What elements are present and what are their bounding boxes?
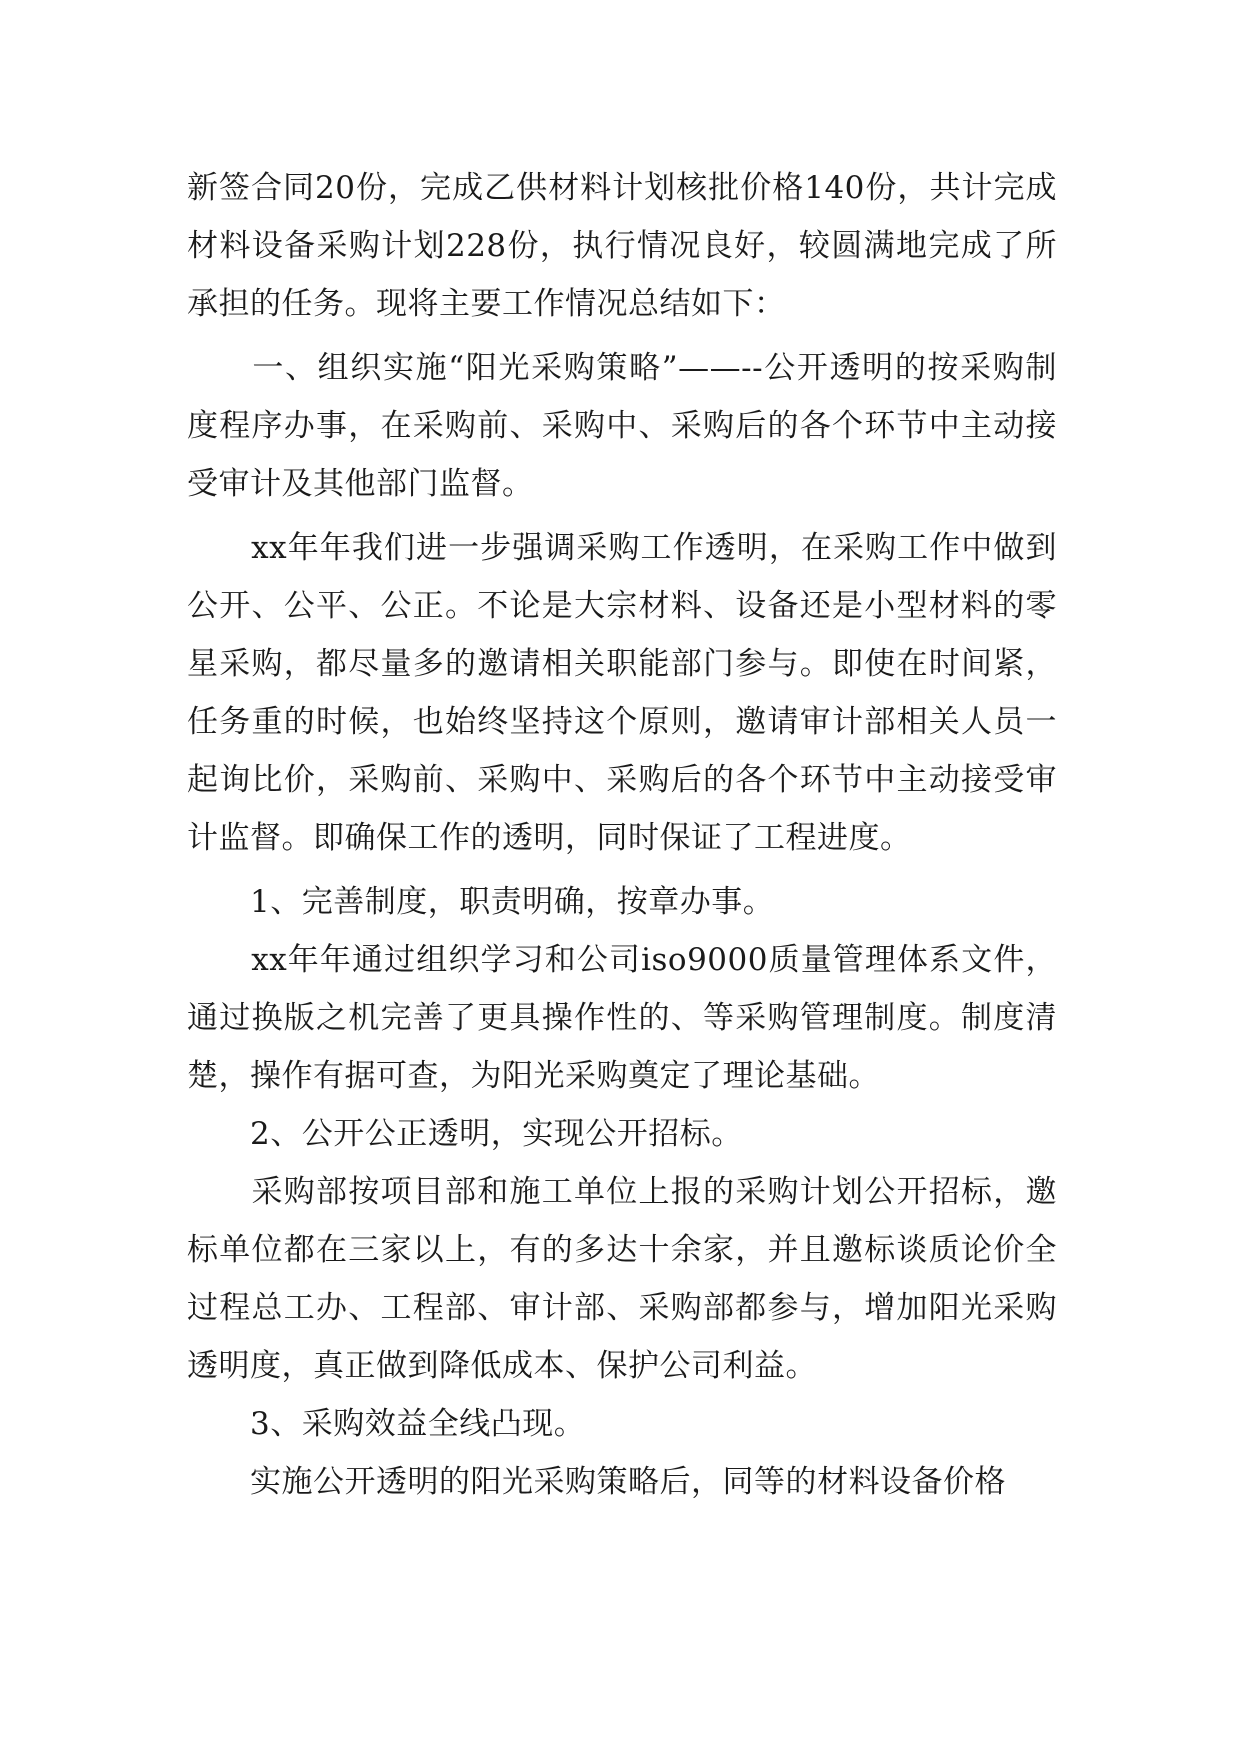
document-body	[187, 159, 1057, 1511]
paragraph-public-tender: 采购部按项目部和施工单位上报的采购计划公开招标，邀标单位都在三家以上，有的多达十余家，并且邀标谈质论价全过程总工办、工程部、审计部、采购部都参与，增加阳光采购透明度，真正做到降低成本、保护公司利益。	[187, 1174, 1057, 1384]
paragraph-transparency: xx年年我们进一步强调采购工作透明，在采购工作中做到公开、公平、公正。不论是大宗材料、设备还是小型材料的零星采购，都尽量多的邀请相关职能部门参与。即使在时间紧，任务重的时候，也始终坚持这个原则，邀请审计部相关人员一起询比价，采购前、采购中、采购后的各个环节中主动接受审计监督。即确保工作的透明，同时保证了工程进度。	[187, 530, 1057, 856]
paragraph-contract-summary: 新签合同20份，完成乙供材料计划核批价格140份，共计完成材料设备采购计划228份，执行情况良好，较圆满地完成了所承担的任务。现将主要工作情况总结如下：	[187, 170, 1057, 322]
paragraph-iso9000: xx年年通过组织学习和公司iso9000质量管理体系文件，通过换版之机完善了更具操作性的、等采购管理制度。制度清楚，操作有据可查，为阳光采购奠定了理论基础。	[187, 942, 1057, 1094]
paragraph-item-2-heading: 2、公开公正透明，实现公开招标。	[187, 1116, 743, 1152]
paragraph-benefit-start: 实施公开透明的阳光采购策略后，同等的材料设备价格	[187, 1464, 1006, 1500]
paragraph-item-1-heading: 1、完善制度，职责明确，按章办事。	[187, 884, 775, 920]
paragraph-item-3-heading: 3、采购效益全线凸现。	[187, 1406, 586, 1442]
paragraph-section-one-heading: 一、组织实施“阳光采购策略”——--公开透明的按采购制度程序办事，在采购前、采购中、采购后的各个环节中主动接受审计及其他部门监督。	[187, 350, 1057, 502]
